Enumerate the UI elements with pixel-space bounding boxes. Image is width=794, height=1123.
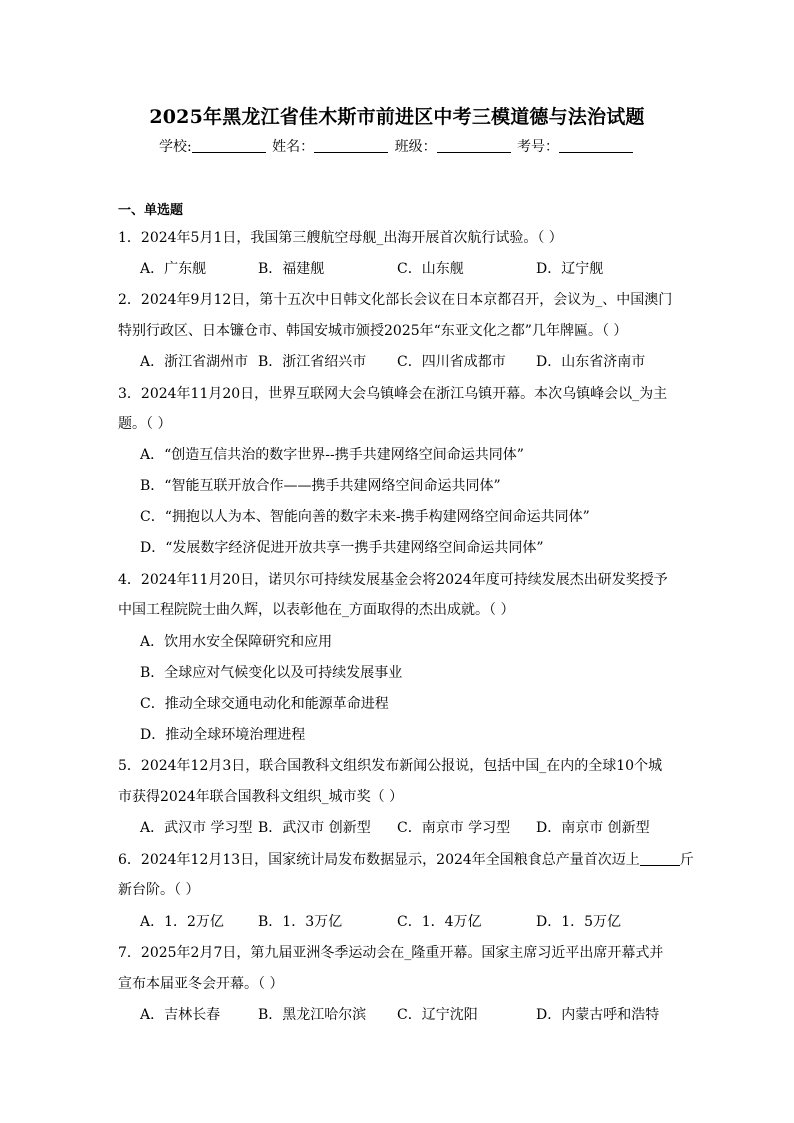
question-7-option-a[interactable]: A．吉林长春 <box>140 1007 221 1023</box>
answer-blank <box>640 851 680 866</box>
class-label: 班级： <box>394 139 437 155</box>
question-6-option-a[interactable]: A．1．2万亿 <box>140 914 224 930</box>
question-1-option-d[interactable]: D．辽宁舰 <box>536 261 604 277</box>
question-6-text-line-1 <box>118 850 694 870</box>
question-7-text-line-1: 7．2025年2月7日，第九届亚洲冬季运动会在_隆重开幕。国家主席习近平出席开幕式并 <box>118 945 664 961</box>
question-3-option-c[interactable]: C．“拥抱以人为本、智能向善的数字未来-携手构建网络空间命运共同体” <box>140 509 590 525</box>
question-6-option-c[interactable]: C．1．4万亿 <box>397 914 482 930</box>
question-7-option-d[interactable]: D．内蒙古呼和浩特 <box>536 1007 660 1023</box>
school-label: 学校: <box>158 139 192 155</box>
question-2-text-line-1: 2．2024年9月12日，第十五次中日韩文化部长会议在日本京都召开，会议为_、中国澳门 <box>118 292 673 308</box>
question-2-option-c[interactable]: C．四川省成都市 <box>397 354 506 370</box>
question-4-text-line-2: 中国工程院院士曲久辉，以表彰他在_方面取得的杰出成就。（ ） <box>118 602 515 618</box>
question-5-text-line-2: 市获得2024年联合国教科文组织_城市奖（ ） <box>118 789 404 805</box>
name-blank[interactable] <box>314 138 388 153</box>
question-6-option-d[interactable]: D．1．5万亿 <box>536 914 622 930</box>
question-7-option-b[interactable]: B．黑龙江哈尔滨 <box>258 1007 367 1023</box>
question-4-option-c[interactable]: C．推动全球交通电动化和能源革命进程 <box>140 696 389 712</box>
question-4-option-a[interactable]: A．饮用水安全保障研究和应用 <box>140 634 333 650</box>
question-1-option-b[interactable]: B．福建舰 <box>258 261 325 277</box>
class-blank[interactable] <box>437 138 511 153</box>
question-6-text-part-1: 6．2024年12月13日，国家统计局发布数据显示，2024年全国粮食总产量首次迈上 <box>118 852 640 868</box>
question-6-text-line-2: 新台阶。（ ） <box>118 882 200 898</box>
question-2-text-line-2: 特别行政区、日本镰仓市、韩国安城市颁授2025年“东亚文化之都”几年牌匾。（ ） <box>118 323 628 339</box>
question-3-option-a[interactable]: A．“创造互信共治的数字世界--携手共建网络空间命运共同体” <box>140 447 524 463</box>
question-4-text-line-1: 4．2024年11月20日，诺贝尔可持续发展基金会将2024年度可持续发展杰出研发奖授予 <box>118 572 668 588</box>
question-2-option-d[interactable]: D．山东省济南市 <box>536 354 646 370</box>
school-blank[interactable] <box>192 138 266 153</box>
question-3-text-line-2: 题。（ ） <box>118 416 172 432</box>
name-label: 姓名： <box>272 139 315 155</box>
question-6-text-part-2: 斤 <box>679 852 694 868</box>
question-7-option-c[interactable]: C．辽宁沈阳 <box>397 1007 478 1023</box>
question-5-option-d[interactable]: D．南京市 创新型 <box>536 820 650 836</box>
question-3-option-d[interactable]: D．“发展数字经济促进开放共享一携手共建网络空间命运共同体” <box>140 540 544 556</box>
question-6-option-b[interactable]: B．1．3万亿 <box>258 914 343 930</box>
question-1-option-a[interactable]: A．广东舰 <box>140 261 207 277</box>
question-1-text: 1．2024年5月1日，我国第三艘航空母舰_出海开展首次航行试验。（ ） <box>118 230 563 246</box>
question-2-option-b[interactable]: B．浙江省绍兴市 <box>258 354 367 370</box>
question-1-option-c[interactable]: C．山东舰 <box>397 261 464 277</box>
question-4-option-d[interactable]: D．推动全球环境治理进程 <box>140 727 306 743</box>
question-5-option-c[interactable]: C．南京市 学习型 <box>397 820 511 836</box>
question-7-text-line-2: 宣布本届亚冬会开幕。（ ） <box>118 976 284 992</box>
section-title: 一、单选题 <box>118 203 184 218</box>
question-5-option-a[interactable]: A．武汉市 学习型 <box>140 820 253 836</box>
question-3-text-line-1: 3．2024年11月20日，世界互联网大会乌镇峰会在浙江乌镇开幕。本次乌镇峰会以_为主 <box>118 386 668 402</box>
question-3-option-b[interactable]: B．“智能互联开放合作——携手共建网络空间命运共同体” <box>140 478 501 494</box>
question-5-option-b[interactable]: B．武汉市 创新型 <box>258 820 371 836</box>
question-2-option-a[interactable]: A．浙江省湖州市 <box>140 354 249 370</box>
student-info-row <box>0 137 794 157</box>
question-4-option-b[interactable]: B．全球应对气候变化以及可持续发展事业 <box>140 665 403 681</box>
exam-number-label: 考号： <box>517 139 560 155</box>
question-5-text-line-1: 5．2024年12月3日，联合国教科文组织发布新闻公报说，包括中国_在内的全球10个城 <box>118 758 663 774</box>
exam-title: 2025年黑龙江省佳木斯市前进区中考三模道德与法治试题 <box>149 106 645 128</box>
exam-number-blank[interactable] <box>559 138 633 153</box>
